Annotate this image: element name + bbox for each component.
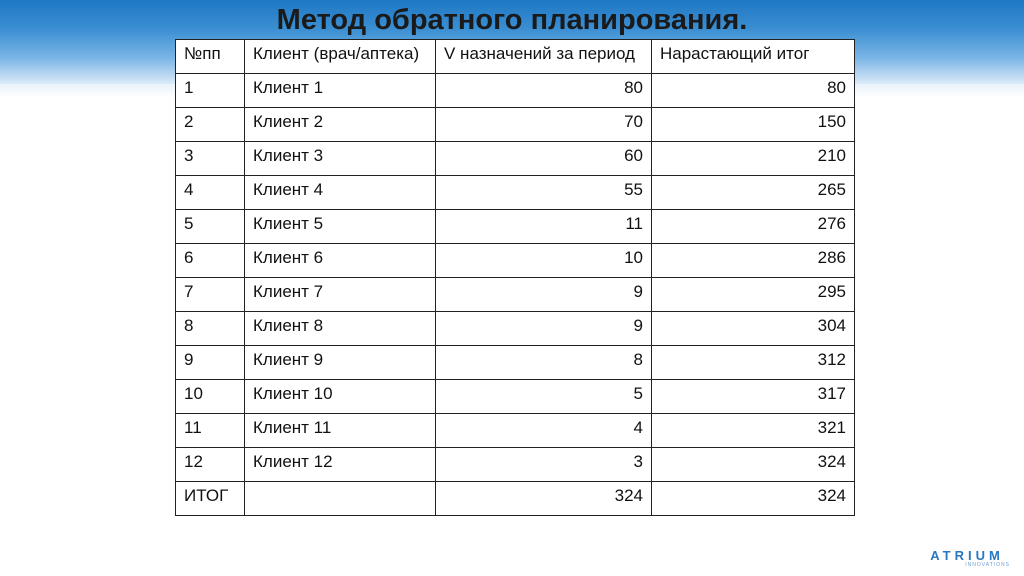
cell-number: 7	[176, 278, 245, 312]
logo-name: ATRIUM	[930, 548, 1004, 563]
cell-cumulative: 150	[652, 108, 855, 142]
cell-cumulative: 295	[652, 278, 855, 312]
cell-cumulative: 265	[652, 176, 855, 210]
cell-number: 9	[176, 346, 245, 380]
cell-cumulative: 321	[652, 414, 855, 448]
cell-cumulative: 80	[652, 74, 855, 108]
cell-cumulative: 312	[652, 346, 855, 380]
cell-volume: 9	[436, 278, 652, 312]
cell-cumulative: 210	[652, 142, 855, 176]
table-total-row	[176, 482, 855, 516]
table-row	[176, 448, 855, 482]
cell-client	[245, 482, 436, 516]
cell-client: Клиент 5	[245, 210, 436, 244]
header-volume: V назначений за период	[436, 40, 652, 74]
cell-number: 8	[176, 312, 245, 346]
cell-number: ИТОГ	[176, 482, 245, 516]
header-client: Клиент (врач/аптека)	[245, 40, 436, 74]
cell-cumulative: 324	[652, 448, 855, 482]
cell-number: 4	[176, 176, 245, 210]
cell-client: Клиент 10	[245, 380, 436, 414]
table-row	[176, 74, 855, 108]
cell-client: Клиент 9	[245, 346, 436, 380]
table-row	[176, 142, 855, 176]
planning-table	[175, 39, 855, 516]
cell-cumulative: 324	[652, 482, 855, 516]
table-row	[176, 380, 855, 414]
cell-number: 10	[176, 380, 245, 414]
cell-client: Клиент 7	[245, 278, 436, 312]
cell-volume: 4	[436, 414, 652, 448]
cell-client: Клиент 6	[245, 244, 436, 278]
cell-volume: 55	[436, 176, 652, 210]
cell-number: 11	[176, 414, 245, 448]
cell-cumulative: 276	[652, 210, 855, 244]
table-row	[176, 108, 855, 142]
cell-volume: 9	[436, 312, 652, 346]
cell-client: Клиент 4	[245, 176, 436, 210]
cell-number: 5	[176, 210, 245, 244]
page-title: Метод обратного планирования.	[276, 4, 748, 36]
cell-client: Клиент 1	[245, 74, 436, 108]
cell-number: 2	[176, 108, 245, 142]
atrium-logo	[924, 548, 1010, 572]
cell-number: 12	[176, 448, 245, 482]
cell-volume: 70	[436, 108, 652, 142]
cell-volume: 8	[436, 346, 652, 380]
cell-cumulative: 317	[652, 380, 855, 414]
table-row	[176, 346, 855, 380]
header-cumulative: Нарастающий итог	[652, 40, 855, 74]
cell-number: 1	[176, 74, 245, 108]
table-row	[176, 278, 855, 312]
header-number: №пп	[176, 40, 245, 74]
cell-volume: 3	[436, 448, 652, 482]
table-row	[176, 244, 855, 278]
cell-volume: 60	[436, 142, 652, 176]
cell-client: Клиент 11	[245, 414, 436, 448]
table-row	[176, 312, 855, 346]
cell-volume: 10	[436, 244, 652, 278]
cell-volume: 5	[436, 380, 652, 414]
table-header-row	[176, 40, 855, 74]
cell-client: Клиент 12	[245, 448, 436, 482]
cell-number: 6	[176, 244, 245, 278]
cell-client: Клиент 8	[245, 312, 436, 346]
cell-cumulative: 304	[652, 312, 855, 346]
cell-volume: 80	[436, 74, 652, 108]
logo-subtitle: INNOVATIONS	[965, 562, 1010, 568]
table-row	[176, 210, 855, 244]
cell-client: Клиент 2	[245, 108, 436, 142]
cell-number: 3	[176, 142, 245, 176]
cell-cumulative: 286	[652, 244, 855, 278]
cell-client: Клиент 3	[245, 142, 436, 176]
cell-volume: 11	[436, 210, 652, 244]
table-row	[176, 176, 855, 210]
cell-volume: 324	[436, 482, 652, 516]
table-row	[176, 414, 855, 448]
